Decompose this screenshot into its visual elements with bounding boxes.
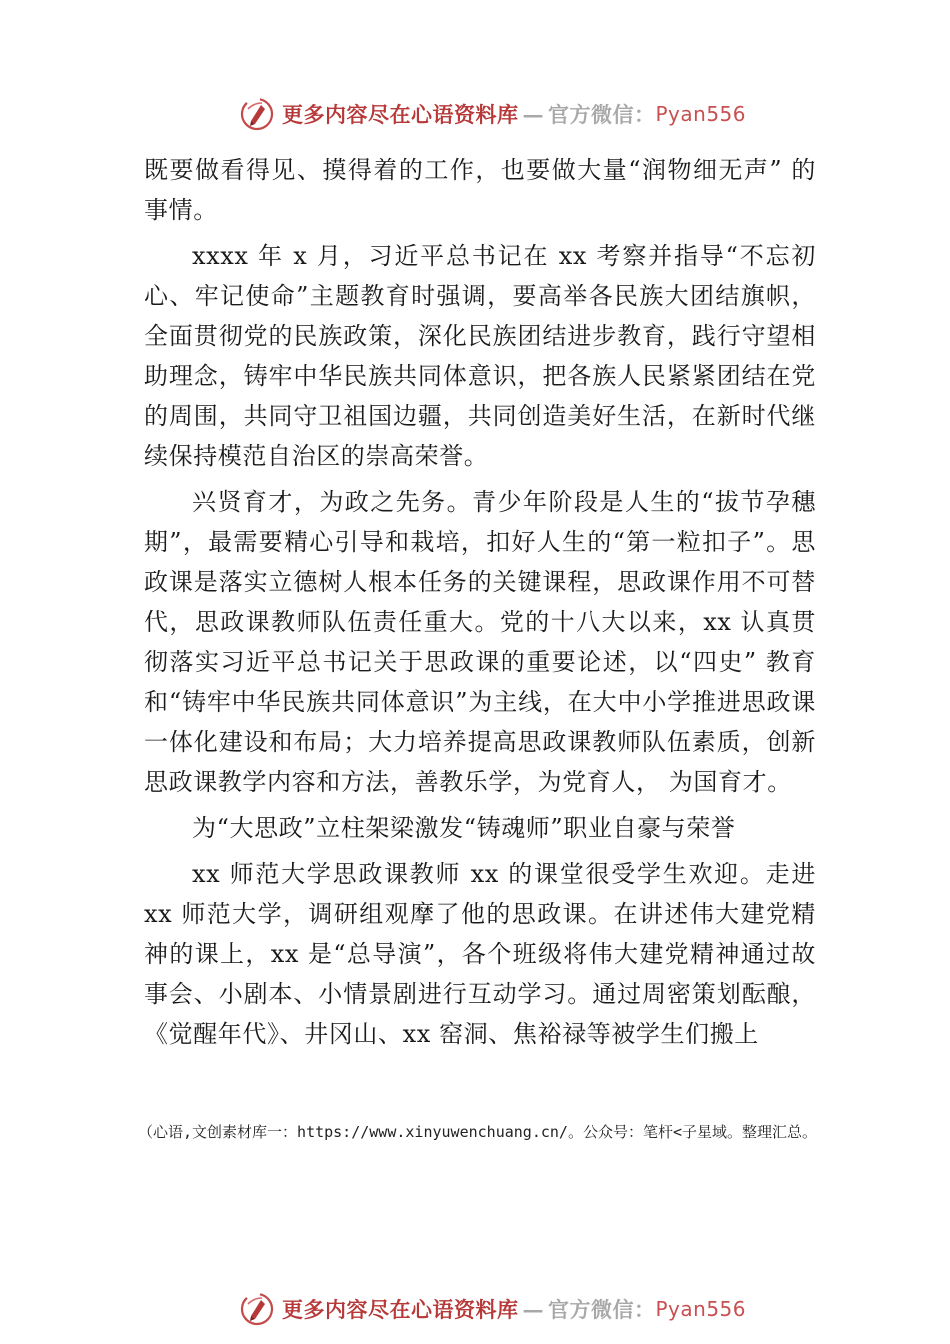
banner-wechat-id: Pyan556: [655, 102, 747, 126]
source-footnote: （心语,文创素材库一：https://www.xinyuwenchuang.cn/。公众号：笔杆<子星域。整理汇总。: [138, 1123, 817, 1141]
pen-nib-seal-icon: [240, 1292, 274, 1326]
paragraph-2: xxxx 年 x 月，习近平总书记在 xx 考察并指导“不忘初心、牢记使命”主题教育时强调，要高举各民族大团结旗帜，全面贯彻党的民族政策，深化民族团结进步教育，践行守望相助理念，铸牢中华民族共同体意识，把各族人民紧紧团结在党的周围，共同守卫祖国边疆，共同创造美好生活，在新时代继续保持模范自治区的崇高荣誉。: [144, 242, 816, 470]
paragraph-3: 兴贤育才，为政之先务。青少年阶段是人生的“拔节孕穗期”，最需要精心引导和栽培，扣好人生的“第一粒扣子”。思政课是落实立德树人根本任务的关键课程，思政课作用不可替代，思政课教师队伍责任重大。党的十八大以来，xx 认真贯彻落实习近平总书记关于思政课的重要论述，以“四史” 教育和“铸牢中华民族共同体意识”为主线，在大中小学推进思政课一体化建设和布局；大力培养提高思政课教师队伍素质，创新思政课教学内容和方法，善教乐学，为党育人， 为国育才。: [144, 488, 816, 796]
header-banner: [240, 96, 746, 132]
banner-title: 更多内容尽在心语资料库: [282, 102, 519, 127]
footer-banner: [240, 1291, 746, 1327]
document-body: [144, 150, 816, 1054]
pen-nib-seal-icon: [240, 97, 274, 131]
paragraph-1: 既要做看得见、摸得着的工作，也要做大量“润物细无声” 的事情。: [144, 156, 816, 224]
section-heading: 为“大思政”立柱架梁激发“铸魂师”职业自豪与荣誉: [192, 814, 736, 842]
banner-separator: —: [522, 101, 544, 127]
banner-separator: —: [522, 1296, 544, 1322]
banner-wechat-id: Pyan556: [655, 1297, 747, 1321]
banner-label: 官方微信：: [548, 1297, 656, 1322]
banner-title: 更多内容尽在心语资料库: [282, 1297, 519, 1322]
paragraph-4: xx 师范大学思政课教师 xx 的课堂很受学生欢迎。走进 xx 师范大学，调研组观摩了他的思政课。在讲述伟大建党精神的课上，xx 是“总导演”，各个班级将伟大建党精神通过故事会、小剧本、小情景剧进行互动学习。通过周密策划酝酿，《觉醒年代》、井冈山、xx 窑洞、焦裕禄等被学生们搬上: [144, 860, 816, 1048]
banner-label: 官方微信：: [548, 102, 656, 127]
